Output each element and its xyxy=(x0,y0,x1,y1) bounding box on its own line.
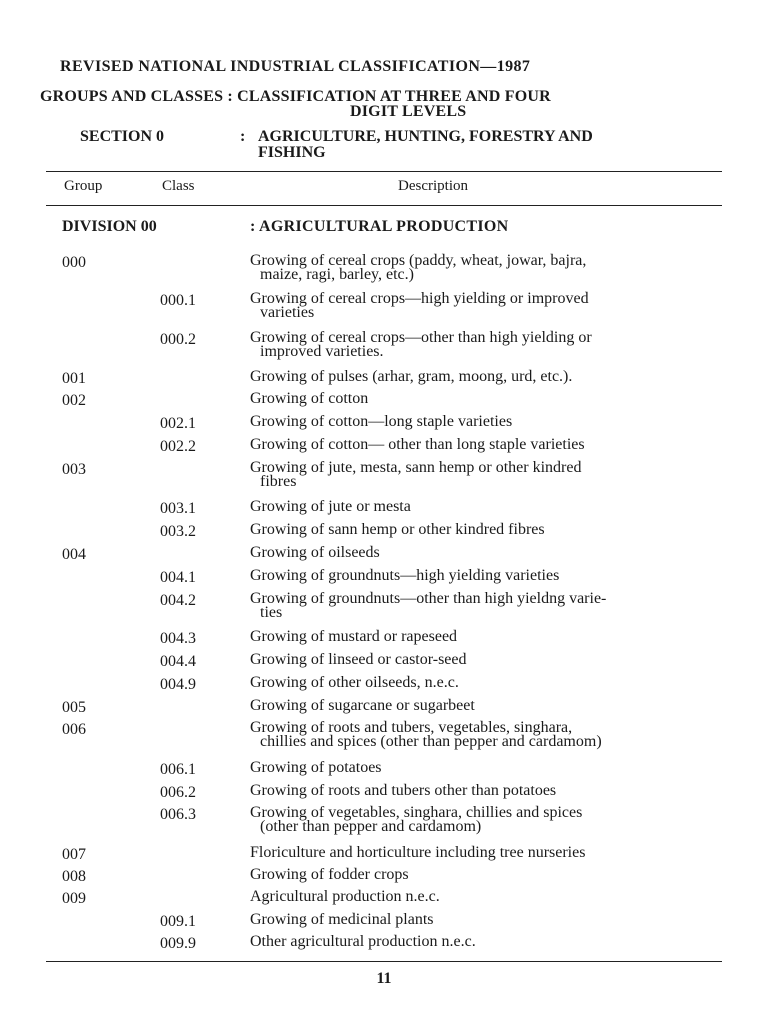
description-continuation: improved varieties. xyxy=(260,343,384,360)
description-text: Growing of oilseeds xyxy=(250,544,380,561)
section-text-line-2: FISHING xyxy=(258,144,326,161)
description xyxy=(250,523,740,537)
group-code: 006 xyxy=(62,721,86,738)
description-continuation: varieties xyxy=(260,304,315,321)
description-text: Growing of cereal crops (paddy, wheat, jowar, bajra, xyxy=(250,252,587,269)
description xyxy=(250,331,740,359)
description xyxy=(250,676,740,690)
description-text: Growing of jute, mesta, sann hemp or other kindred xyxy=(250,459,582,476)
description xyxy=(250,806,740,834)
class-code: 004.1 xyxy=(160,569,196,586)
description-continuation: maize, ragi, barley, etc.) xyxy=(260,266,414,283)
subtitle-line-2: DIGIT LEVELS xyxy=(350,103,467,120)
section-label: SECTION 0 xyxy=(80,128,165,145)
description-text: Growing of cereal crops—other than high yielding or xyxy=(250,329,592,346)
description xyxy=(250,890,740,904)
description xyxy=(250,630,740,644)
class-code: 006.2 xyxy=(160,784,196,801)
column-header-class: Class xyxy=(162,178,195,194)
table-bottom-rule xyxy=(46,961,722,962)
description-text: Growing of medicinal plants xyxy=(250,911,434,928)
group-code: 005 xyxy=(62,699,86,716)
group-code: 009 xyxy=(62,890,86,907)
description xyxy=(250,500,740,514)
description-text: Growing of mustard or rapeseed xyxy=(250,628,458,645)
description-text: Agricultural production n.e.c. xyxy=(250,888,440,905)
description xyxy=(250,699,740,713)
column-header-description: Description xyxy=(398,178,468,194)
description-text: Growing of cotton—long staple varieties xyxy=(250,413,513,430)
page-subtitle xyxy=(40,89,740,119)
description xyxy=(250,569,740,583)
class-code: 000.2 xyxy=(160,331,196,348)
section-colon: : xyxy=(240,128,246,145)
description xyxy=(250,935,740,949)
class-code: 004.2 xyxy=(160,592,196,609)
class-code: 000.1 xyxy=(160,292,196,309)
description-text: Growing of linseed or castor-seed xyxy=(250,651,467,668)
description xyxy=(250,546,740,560)
description xyxy=(250,868,740,882)
class-code: 004.3 xyxy=(160,630,196,647)
class-code: 004.9 xyxy=(160,676,196,693)
description xyxy=(250,370,740,384)
class-code: 002.1 xyxy=(160,415,196,432)
description xyxy=(250,761,740,775)
description-continuation: chillies and spices (other than pepper and cardamom) xyxy=(260,733,602,750)
description xyxy=(250,438,740,452)
table-header-rule xyxy=(46,205,722,206)
description-text: Growing of groundnuts—other than high yieldng varie- xyxy=(250,590,607,607)
table-top-rule xyxy=(46,171,722,172)
division-label: DIVISION 00 xyxy=(62,218,157,235)
description-text: Growing of cereal crops—high yielding or improved xyxy=(250,290,589,307)
description-text: Growing of cotton xyxy=(250,390,369,407)
description-text: Growing of other oilseeds, n.e.c. xyxy=(250,674,459,691)
subtitle-line-1: GROUPS AND CLASSES : CLASSIFICATION AT THREE AND FOUR xyxy=(40,88,551,105)
description xyxy=(250,653,740,667)
description-text: Growing of sugarcane or sugarbeet xyxy=(250,697,475,714)
description xyxy=(250,721,740,749)
description xyxy=(250,784,740,798)
description xyxy=(250,592,740,620)
class-code: 009.9 xyxy=(160,935,196,952)
description-text: Other agricultural production n.e.c. xyxy=(250,933,476,950)
class-code: 006.3 xyxy=(160,806,196,823)
column-header-group: Group xyxy=(64,178,103,194)
group-code: 000 xyxy=(62,254,86,271)
class-code: 003.2 xyxy=(160,523,196,540)
description-continuation: (other than pepper and cardamom) xyxy=(260,818,482,835)
group-code: 002 xyxy=(62,392,86,409)
page-title: REVISED NATIONAL INDUSTRIAL CLASSIFICATION—1987 xyxy=(60,58,531,75)
description-text: Growing of pulses (arhar, gram, moong, urd, etc.). xyxy=(250,368,573,385)
description-text: Growing of cotton— other than long staple varieties xyxy=(250,436,585,453)
description-text: Growing of jute or mesta xyxy=(250,498,411,515)
group-code: 004 xyxy=(62,546,86,563)
description xyxy=(250,461,740,489)
class-code: 009.1 xyxy=(160,913,196,930)
description-text: Growing of groundnuts—high yielding varieties xyxy=(250,567,560,584)
description-continuation: fibres xyxy=(260,473,297,490)
description-continuation: ties xyxy=(260,604,283,621)
description xyxy=(250,415,740,429)
description-text: Growing of vegetables, singhara, chillies and spices xyxy=(250,804,583,821)
class-code: 004.4 xyxy=(160,653,196,670)
division-title: : AGRICULTURAL PRODUCTION xyxy=(250,218,509,235)
group-code: 001 xyxy=(62,370,86,387)
description-text: Growing of roots and tubers, vegetables, singhara, xyxy=(250,719,573,736)
description-text: Floriculture and horticulture including tree nurseries xyxy=(250,844,586,861)
description xyxy=(250,392,740,406)
page-number: 11 xyxy=(376,970,392,987)
group-code: 008 xyxy=(62,868,86,885)
class-code: 003.1 xyxy=(160,500,196,517)
description xyxy=(250,254,740,282)
section-text-line-1: AGRICULTURE, HUNTING, FORESTRY AND xyxy=(258,128,593,145)
description xyxy=(250,292,740,320)
description-text: Growing of roots and tubers other than potatoes xyxy=(250,782,557,799)
class-code: 006.1 xyxy=(160,761,196,778)
description-text: Growing of fodder crops xyxy=(250,866,409,883)
description-text: Growing of potatoes xyxy=(250,759,382,776)
description xyxy=(250,913,740,927)
group-code: 007 xyxy=(62,846,86,863)
class-code: 002.2 xyxy=(160,438,196,455)
description-text: Growing of sann hemp or other kindred fibres xyxy=(250,521,545,538)
group-code: 003 xyxy=(62,461,86,478)
description xyxy=(250,846,740,860)
